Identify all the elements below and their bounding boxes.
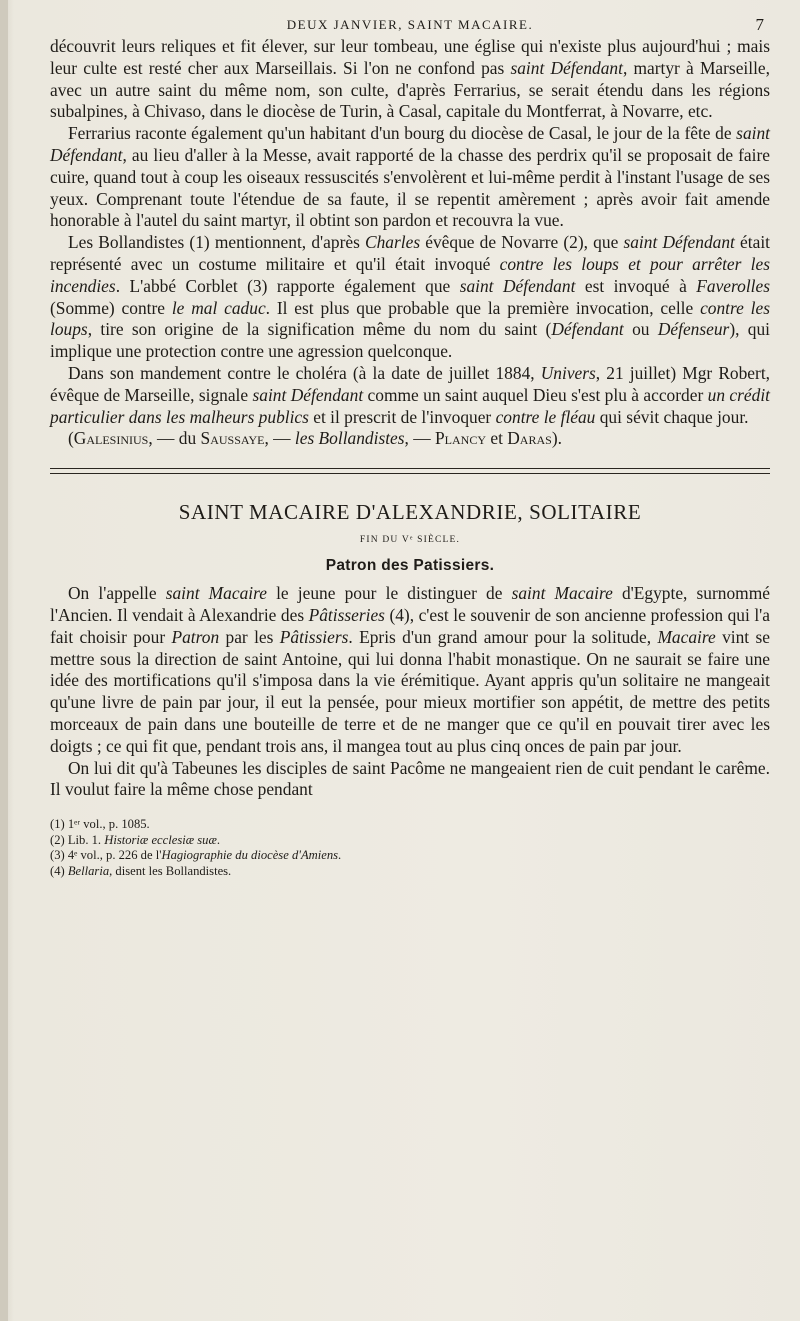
sources-line: (Galesinius, — du Saussaye, — les Bollandistes, — Plancy et Daras).	[68, 428, 562, 449]
chapter-patronage: Patron des Patissiers.	[325, 557, 495, 575]
footnote-1: (1) 1ᵉʳ vol., p. 1085.	[50, 817, 150, 832]
running-title: DEUX JANVIER, SAINT MACAIRE.	[286, 17, 534, 32]
paragraph: Dans son mandement contre le choléra (à la date de juillet 1884, Univers, 21 juillet) Mgr Robert, évêque de Marseille, signale saint Défendant comme un saint auquel Dieu s'est plu à accorder un crédit particulier dans les malheurs publics et il prescrit de l'invoquer contre le fléau qui sévit chaque jour.	[50, 362, 770, 427]
paragraph: On lui dit qu'à Tabeunes les disciples de saint Pacôme ne mangeaient rien de cuit pendant le carême. Il voulut faire la même chose pendant	[50, 757, 770, 800]
section-saint-macaire	[50, 583, 770, 801]
section-saint-defendant	[50, 36, 770, 450]
footnote-2: (2) Lib. 1. Historiæ ecclesiæ suæ.	[50, 832, 221, 847]
paragraph: Les Bollandistes (1) mentionnent, d'après Charles évêque de Novarre (2), que saint Défendant était représenté avec un costume militaire et qu'il était invoqué contre les loups et pour arrêter les incendies. L'abbé Corblet (3) rapporte également que saint Défendant est invoqué à Faverolles (Somme) contre le mal caduc. Il est plus que probable que la première invocation, celle contre les loups, tire son origine de la signification même du nom du saint (Défendant ou Défenseur), qui implique une protection contre une agression quelconque.	[50, 232, 771, 362]
section-divider	[50, 468, 770, 474]
chapter-date: FIN DU Vᵉ SIÈCLE.	[359, 535, 461, 546]
running-head	[50, 14, 770, 36]
paragraph: Ferrarius raconte également qu'un habitant d'un bourg du diocèse de Casal, le jour de la fête de saint Défendant, au lieu d'aller à la Messe, avait rapporté de la chasse des perdrix qu'il se proposait de faire cuire, quand tout à coup les oiseaux ressuscités s'envolèrent et lui-même perdit à l'instant l'usage de ses yeux. Comprenant toute l'étendue de sa faute, il se repentit amèrement ; après avoir fait amende honorable à l'autel du saint martyr, il obtint son pardon et recouvra la vue.	[50, 123, 770, 231]
paragraph: On l'appelle saint Macaire le jeune pour le distinguer de saint Macaire d'Egypte, surnommé l'Ancien. Il vendait à Alexandrie des Pâtisseries (4), c'est le souvenir de son ancienne profession qui l'a fait choisir pour Patron par les Pâtissiers. Epris d'un grand amour pour la solitude, Macaire vint se mettre sous la direction de saint Antoine, qui lui donna l'habit monastique. On ne saurait se faire une idée des mortifications qu'il s'imposa dans la vie érémitique. Ayant appris qu'un solitaire ne mangeait qu'une livre de pain par jour, il eut la pensée, pour mieux mortifier son appétit, de mettre des petits morceaux de pain dans une bouteille de terre et de ne manger que ce qu'il en pouvait tirer avec les doigts ; ce qui fit que, pendant trois ans, il mangea tout au plus cinq onces de pain par jour.	[50, 583, 771, 756]
paragraph: découvrit leurs reliques et fit élever, sur leur tombeau, une église qui n'existe plus aujourd'hui ; mais leur culte est resté cher aux Marseillais. Si l'on ne confond pas saint Défendant, martyr à Marseille, avec un autre saint du même nom, son culte, d'après Ferrarius, se serait étendu dans les régions subalpines, à Chivaso, dans le diocèse de Turin, à Casal, capitale du Montferrat, à Novarre, etc.	[50, 36, 770, 122]
page-number: 7	[755, 15, 764, 34]
footnotes	[50, 817, 770, 879]
footnote-3: (3) 4ᵉ vol., p. 226 de l'Hagiographie du diocèse d'Amiens.	[50, 848, 342, 863]
chapter-title: SAINT MACAIRE D'ALEXANDRIE, SOLITAIRE	[178, 500, 642, 525]
footnote-4: (4) Bellaria, disent les Bollandistes.	[50, 863, 232, 878]
